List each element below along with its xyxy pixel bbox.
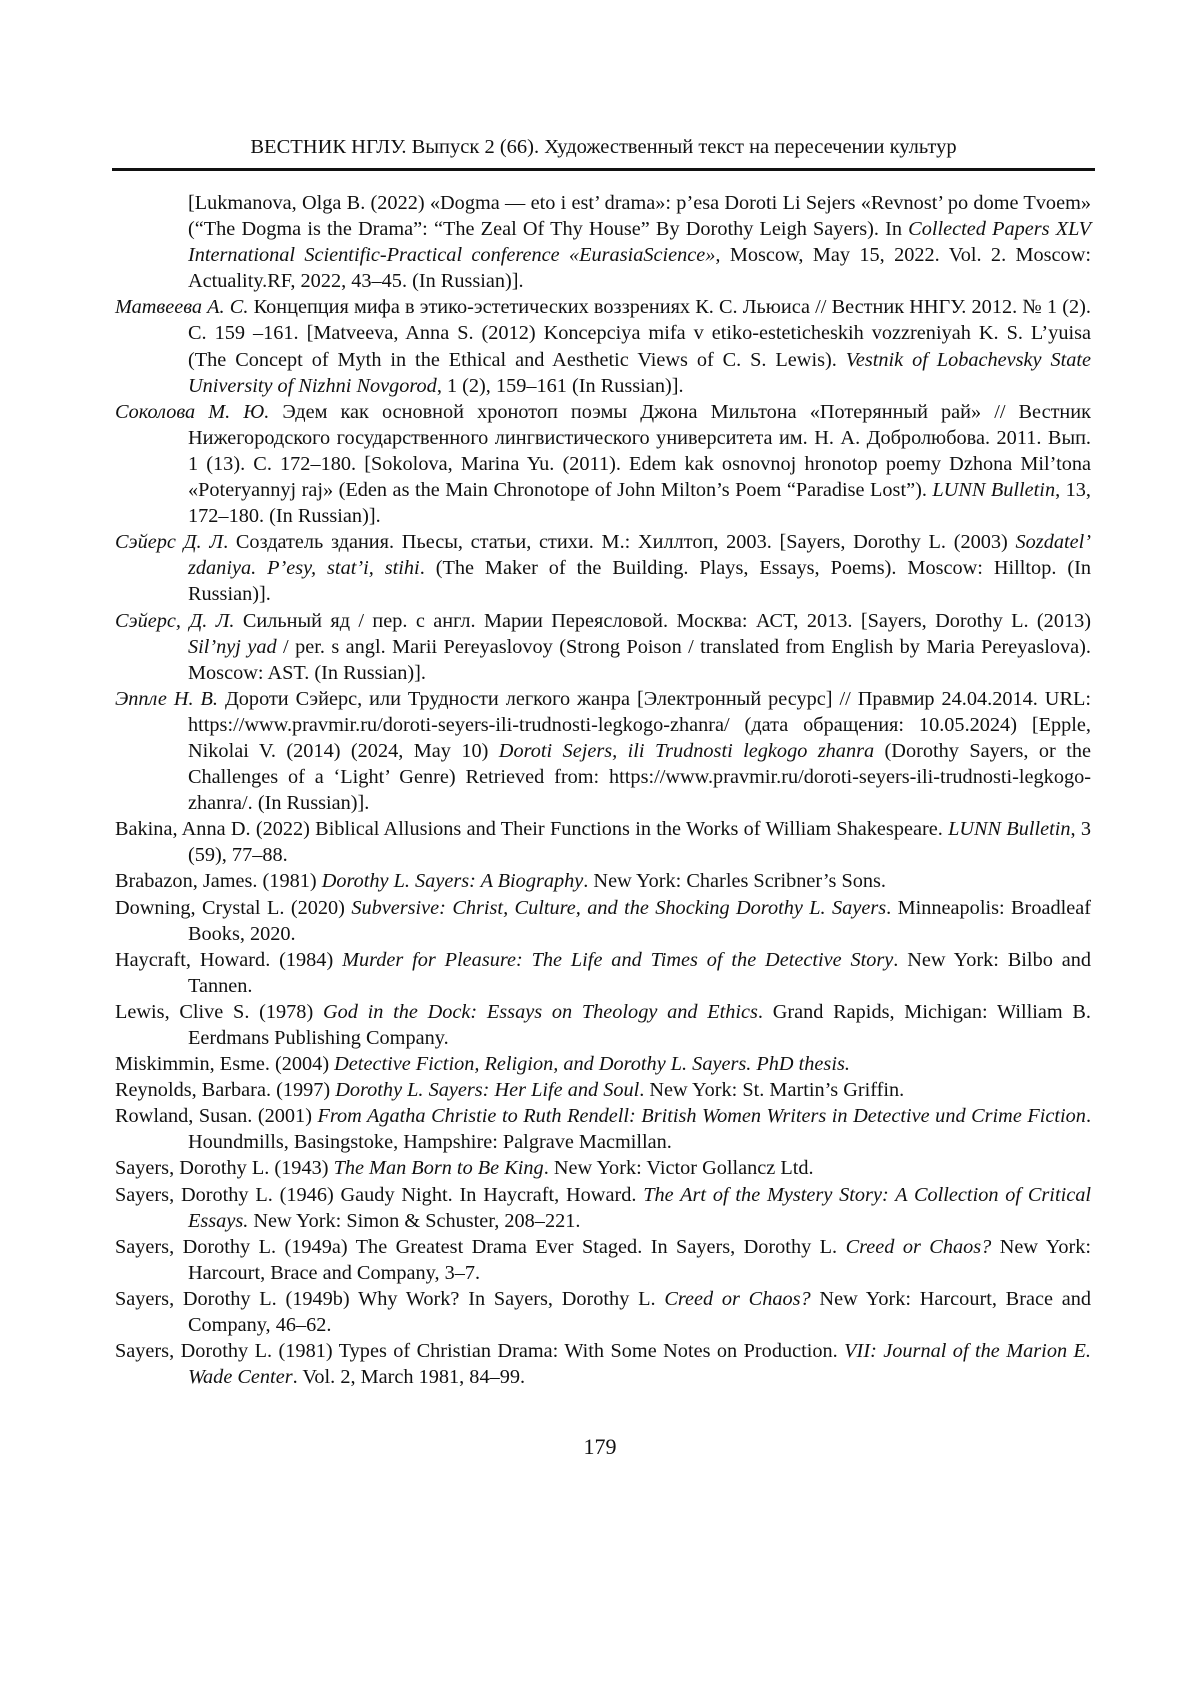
reference-entry (115, 1338, 1091, 1390)
reference-title-italic: VII: Journal of the Marion E. Wade Center (188, 1340, 1091, 1388)
reference-entry (115, 608, 1091, 686)
reference-text: Sayers, Dorothy L. (1981) Types of Christian Drama: With Some Notes on Production. (115, 1340, 844, 1362)
reference-text: . Minneapolis: Broadleaf Books, 2020. (188, 897, 1091, 945)
reference-text: / per. s angl. Marii Pereyaslovoy (Strong Poison / translated from English by Maria Pereyaslova). Moscow: AST. (In Russian)]. (188, 636, 1091, 684)
reference-text: , 3 (59), 77–88. (188, 818, 1091, 866)
reference-title-italic: The Art of the Mystery Story: A Collection of Critical Essays. (188, 1184, 1091, 1232)
reference-text: , 13, 172–180. (In Russian)]. (188, 479, 1091, 527)
reference-text: New York: Harcourt, Brace and Company, 3–7. (188, 1236, 1091, 1284)
reference-title-italic: Dorothy L. Sayers: A Biography (322, 870, 584, 892)
reference-title-italic: God in the Dock: Essays on Theology and Ethics (323, 1001, 758, 1023)
reference-entry (115, 868, 1091, 894)
reference-list (115, 190, 1091, 1390)
reference-text: . New York: Victor Gollancz Ltd. (544, 1157, 814, 1179)
reference-text: New York: Simon & Schuster, 208–221. (248, 1210, 580, 1232)
reference-title-italic: Creed or Chaos? (664, 1288, 810, 1310)
reference-text: Sayers, Dorothy L. (1943) (115, 1157, 334, 1179)
reference-entry (115, 294, 1091, 398)
reference-title-italic: The Man Born to Be King (334, 1157, 544, 1179)
reference-text: Miskimmin, Esme. (2004) (115, 1053, 334, 1075)
reference-text: [Lukmanova, Olga B. (2022) «Dogma — eto i est’ drama»: p’esa Doroti Li Sejers «Revnost’ po dome Tvoem» (“The Dogma is the Drama”: “The Zeal Of Thy House” By Dorothy Leigh Sayers). In (188, 192, 1091, 240)
reference-text: Дороти Сэйерс, или Трудности легкого жанра [Электронный ресурс] // Правмир 24.04.2014. URL: https://www.pravmir.ru/doroti-seyers-ili-trudnosti-legkogo-zhanra/ (дата обращения: 10.05.2024) [Epple, Nikolai V. (2014) (2024, May 10) (188, 688, 1091, 762)
reference-entry (115, 947, 1091, 999)
reference-title-italic: Vestnik of Lobachevsky State University of Nizhni Novgorod (188, 349, 1091, 397)
reference-title-italic: Матвеева А. С. (115, 296, 248, 318)
reference-text: Sayers, Dorothy L. (1946) Gaudy Night. In Haycraft, Howard. (115, 1184, 643, 1206)
reference-text: . Создатель здания. Пьесы, статьи, стихи. М.: Хиллтоп, 2003. [Sayers, Dorothy L. (2003) (223, 531, 1015, 553)
reference-text: Sayers, Dorothy L. (1949a) The Greatest Drama Ever Staged. In Sayers, Dorothy L. (115, 1236, 846, 1258)
reference-title-italic: Sil’nyj yad (188, 636, 277, 658)
reference-title-italic: LUNN Bulletin (932, 479, 1055, 501)
reference-title-italic: Murder for Pleasure: The Life and Times of the Detective Story (342, 949, 893, 971)
reference-title-italic: Sozdatel’ zdaniya. P’esy, stat’i, stihi (188, 531, 1091, 579)
running-header: ВЕСТНИК НГЛУ. Выпуск 2 (66). Художественный текст на пересечении культур (112, 134, 1095, 160)
reference-text: Rowland, Susan. (2001) (115, 1105, 317, 1127)
reference-entry (115, 1234, 1091, 1286)
reference-entry (115, 895, 1091, 947)
reference-title-italic: Сэйерс Д. Л (115, 531, 223, 553)
reference-text: Концепция мифа в этико-эстетических воззрениях К. С. Льюиса // Вестник ННГУ. 2012. № 1 (2). С. 159 –161. [Matveeva, Anna S. (2012) Koncepciya mifa v etiko-esteticheskih vozzreniyah K. S. L’yuisa (The Concept of Myth in the Ethical and Aesthetic Views of C. S. Lewis). (188, 296, 1091, 370)
reference-text: . (The Maker of the Building. Plays, Essays, Poems). Moscow: Hilltop. (In Russian)]. (188, 557, 1091, 605)
reference-entry (115, 1103, 1091, 1155)
reference-text: Reynolds, Barbara. (1997) (115, 1079, 335, 1101)
reference-text: Moscow, May 15, 2022. Vol. 2. Moscow: Actuality.RF, 2022, 43–45. (In Russian)]. (188, 244, 1091, 292)
reference-entry (115, 1286, 1091, 1338)
reference-entry (115, 686, 1091, 816)
header-rule (112, 168, 1095, 171)
reference-title-italic: From Agatha Christie to Ruth Rendell: British Women Writers in Detective und Crime Fiction (317, 1105, 1085, 1127)
reference-text: New York: Harcourt, Brace and Company, 46–62. (188, 1288, 1091, 1336)
reference-entry (115, 1051, 1091, 1077)
reference-entry (115, 999, 1091, 1051)
reference-title-italic: Creed or Chaos? (846, 1236, 992, 1258)
reference-entry (115, 529, 1091, 607)
reference-text: Sayers, Dorothy L. (1949b) Why Work? In Sayers, Dorothy L. (115, 1288, 664, 1310)
reference-title-italic: Detective Fiction, Religion, and Dorothy L. Sayers. PhD thesis. (334, 1053, 850, 1075)
reference-title-italic: Doroti Sejers, ili Trudnosti legkogo zhanra (499, 740, 874, 762)
reference-entry (115, 1077, 1091, 1103)
reference-text: Bakina, Anna D. (2022) Biblical Allusions and Their Functions in the Works of William Shakespeare. (115, 818, 948, 840)
reference-text: Haycraft, Howard. (1984) (115, 949, 342, 971)
reference-title-italic: Subversive: Christ, Culture, and the Shocking Dorothy L. Sayers (351, 897, 886, 919)
reference-entry (115, 816, 1091, 868)
reference-text: . New York: Charles Scribner’s Sons. (583, 870, 886, 892)
reference-title-italic: Dorothy L. Sayers: Her Life and Soul (335, 1079, 639, 1101)
reference-title-italic: LUNN Bulletin (948, 818, 1070, 840)
reference-title-italic: Эппле Н. В. (115, 688, 218, 710)
page-number: 179 (0, 1434, 1200, 1460)
reference-text: . Houndmills, Basingstoke, Hampshire: Palgrave Macmillan. (188, 1105, 1091, 1153)
reference-text: . New York: St. Martin’s Griffin. (639, 1079, 904, 1101)
reference-title-italic: Соколова М. Ю. (115, 401, 269, 423)
reference-title-italic: Сэйерс, Д. Л. (115, 610, 235, 632)
reference-text: . New York: Bilbo and Tannen. (188, 949, 1091, 997)
reference-text: Сильный яд / пер. с англ. Марии Переясловой. Москва: АСТ, 2013. [Sayers, Dorothy L. (2013) (235, 610, 1092, 632)
reference-text: . Vol. 2, March 1981, 84–99. (293, 1366, 525, 1388)
reference-text: Lewis, Clive S. (1978) (115, 1001, 323, 1023)
reference-text: . Grand Rapids, Michigan: William B. Eerdmans Publishing Company. (188, 1001, 1091, 1049)
reference-title-italic: Collected Papers XLV International Scientific-Practical conference «EurasiaScience», (188, 218, 1091, 266)
reference-entry (115, 399, 1091, 529)
reference-entry (115, 190, 1091, 294)
reference-text: (Dorothy Sayers, or the Challenges of a ‘Light’ Genre) Retrieved from: https://www.pravmir.ru/doroti-seyers-ili-trudnosti-legkogo-zhanra/. (In Russian)]. (188, 740, 1091, 814)
reference-text: Downing, Crystal L. (2020) (115, 897, 351, 919)
reference-entry (115, 1182, 1091, 1234)
reference-text: Brabazon, James. (1981) (115, 870, 322, 892)
reference-text: Эдем как основной хронотоп поэмы Джона Мильтона «Потерянный рай» // Вестник Нижегородского государственного лингвистического университета им. Н. А. Добролюбова. 2011. Вып. 1 (13). С. 172–180. [Sokolova, Marina Yu. (2011). Edem kak osnovnoj hronotop poemy Dzhona Mil’tona «Poteryannyj raj» (Eden as the Main Chronotope of John Milton’s Poem “Paradise Lost”). (188, 401, 1091, 501)
reference-entry (115, 1155, 1091, 1181)
reference-text: , 1 (2), 159–161 (In Russian)]. (437, 375, 684, 397)
